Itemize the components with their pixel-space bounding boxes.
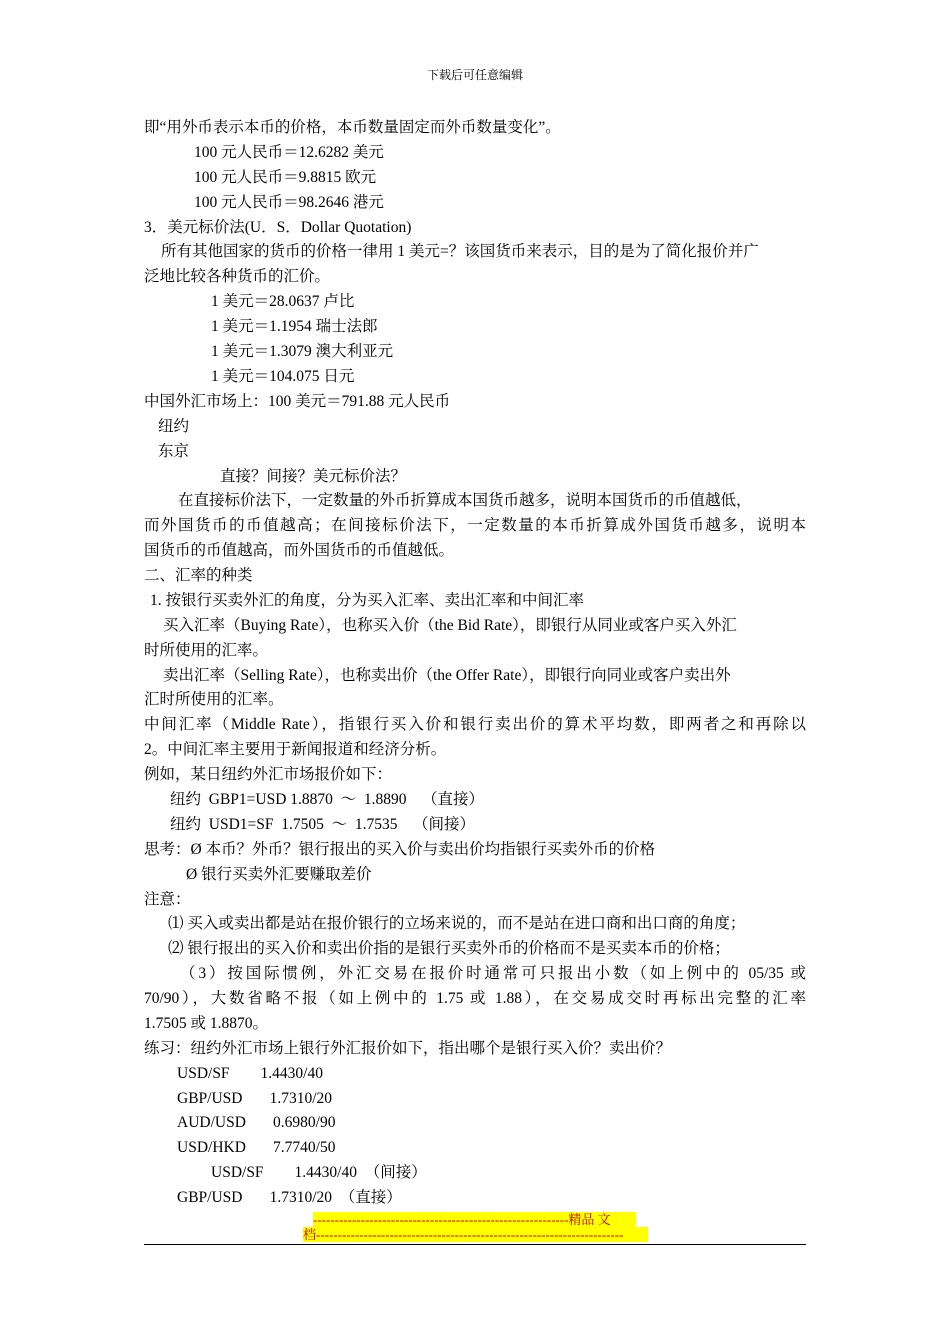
text-line: 1.7505 或 1.8870。: [144, 1015, 269, 1032]
quote-line: 纽约 USD1=SF 1.7505 ～ 1.7535 （间接）: [170, 816, 475, 833]
text-line: [180, 964, 806, 984]
text-line: 100 元人民币＝12.6282 美元: [194, 144, 384, 161]
text-line: 70/90），大数省略不报（如上例中的 1.75 或 1.88），在交易成交时再标出完整的汇率: [144, 990, 806, 1007]
text-line: 注意：: [144, 891, 191, 908]
text-line: 中国外汇市场上：100 美元＝791.88 元人民币: [144, 393, 451, 410]
footer-watermark-line2: 档-----------------------------------------------------------------------: [303, 1227, 648, 1242]
text-line: 例如，某日纽约外汇市场报价如下：: [144, 766, 393, 783]
text-line: ⑴ 买入或卖出都是站在报价银行的立场来说的，而不是站在进口商和出口商的角度；: [168, 915, 746, 932]
text-line: 而外国货币的币值越高；在间接标价法下，一定数量的本币折算成外国货币越多，说明本: [144, 517, 806, 534]
quote-line: 纽约 GBP1=USD 1.8870 ～ 1.8890 （直接）: [170, 791, 485, 808]
text-line-content: （3）按国际惯例，外汇交易在报价时通常可只报出小数（如上例中的 05/35 或: [180, 965, 806, 982]
text-line: 所有其他国家的货币的价格一律用 1 美元=？该国货币来表示，目的是为了简化报价并广: [161, 243, 759, 260]
quote-line: USD/SF 1.4430/40: [177, 1065, 323, 1082]
text-line: 100 元人民币＝98.2646 港元: [194, 194, 384, 211]
quote-line: GBP/USD 1.7310/20 （直接）: [177, 1189, 402, 1206]
quote-line: USD/SF 1.4430/40 （间接）: [211, 1164, 427, 1181]
text-line: 1 美元＝28.0637 卢比: [211, 293, 355, 310]
text-line: 时所使用的汇率。: [144, 642, 269, 659]
text-line: 2。中间汇率主要用于新闻报道和经济分析。: [144, 741, 447, 758]
text-line: 纽约: [158, 418, 190, 435]
text-line: 卖出汇率（Selling Rate），也称卖出价（the Offer Rate），即银行向同业或客户卖出外: [163, 667, 731, 684]
text-line: 直接？间接？美元标价法？: [220, 468, 407, 485]
section-heading: 二、汇率的种类: [144, 567, 253, 584]
text-line: 1 美元＝1.3079 澳大利亚元: [211, 343, 394, 360]
text-line: 1 美元＝1.1954 瑞士法郎: [211, 318, 378, 335]
text-line: ⑵ 银行报出的买入价和卖出价指的是银行买卖外币的价格而不是买卖本币的价格；: [168, 940, 730, 957]
text-line: 思考：Ø 本币？外币？银行报出的买入价与卖出价均指银行买卖外币的价格: [144, 841, 656, 858]
text-line: 中间汇率（Middle Rate），指银行买入价和银行卖出价的算术平均数，即两者之和再除以: [144, 716, 806, 733]
text-line: 汇时所使用的汇率。: [144, 691, 284, 708]
text-line: 泛地比较各种货币的汇价。: [144, 268, 331, 285]
quote-line: USD/HKD 7.7740/50: [177, 1139, 336, 1156]
text-line: 买入汇率（Buying Rate），也称买入价（the Bid Rate），即银行从同业或客户买入外汇: [163, 617, 737, 634]
quote-line: GBP/USD 1.7310/20: [177, 1090, 333, 1107]
footer-rule: [144, 1244, 806, 1245]
section-heading: 3．美元标价法(U．S．Dollar Quotation): [144, 219, 412, 236]
quote-line: AUD/USD 0.6980/90: [177, 1114, 336, 1131]
text-line: 1. 按银行买卖外汇的角度，分为买入汇率、卖出汇率和中间汇率: [150, 592, 585, 609]
text-line: 在直接标价法下，一定数量的外币折算成本国货币越多，说明本国货币的币值越低，: [178, 492, 752, 509]
text-line: 即“用外币表示本币的价格，本币数量固定而外币数量变化”。: [144, 119, 561, 136]
text-line: 国货币的币值越高，而外国货币的币值越低。: [144, 542, 455, 559]
text-line: 东京: [158, 443, 190, 460]
text-line: Ø 银行买卖外汇要赚取差价: [186, 866, 372, 883]
page-header: 下载后可任意编辑: [426, 68, 523, 82]
footer-watermark-line1: -----------------------------------------------------------精品 文: [313, 1212, 636, 1227]
text-line: 1 美元＝104.075 日元: [211, 368, 355, 385]
text-line: 100 元人民币＝9.8815 欧元: [194, 169, 377, 186]
text-line: 练习：纽约外汇市场上银行外汇报价如下，指出哪个是银行买入价？卖出价？: [144, 1040, 672, 1057]
